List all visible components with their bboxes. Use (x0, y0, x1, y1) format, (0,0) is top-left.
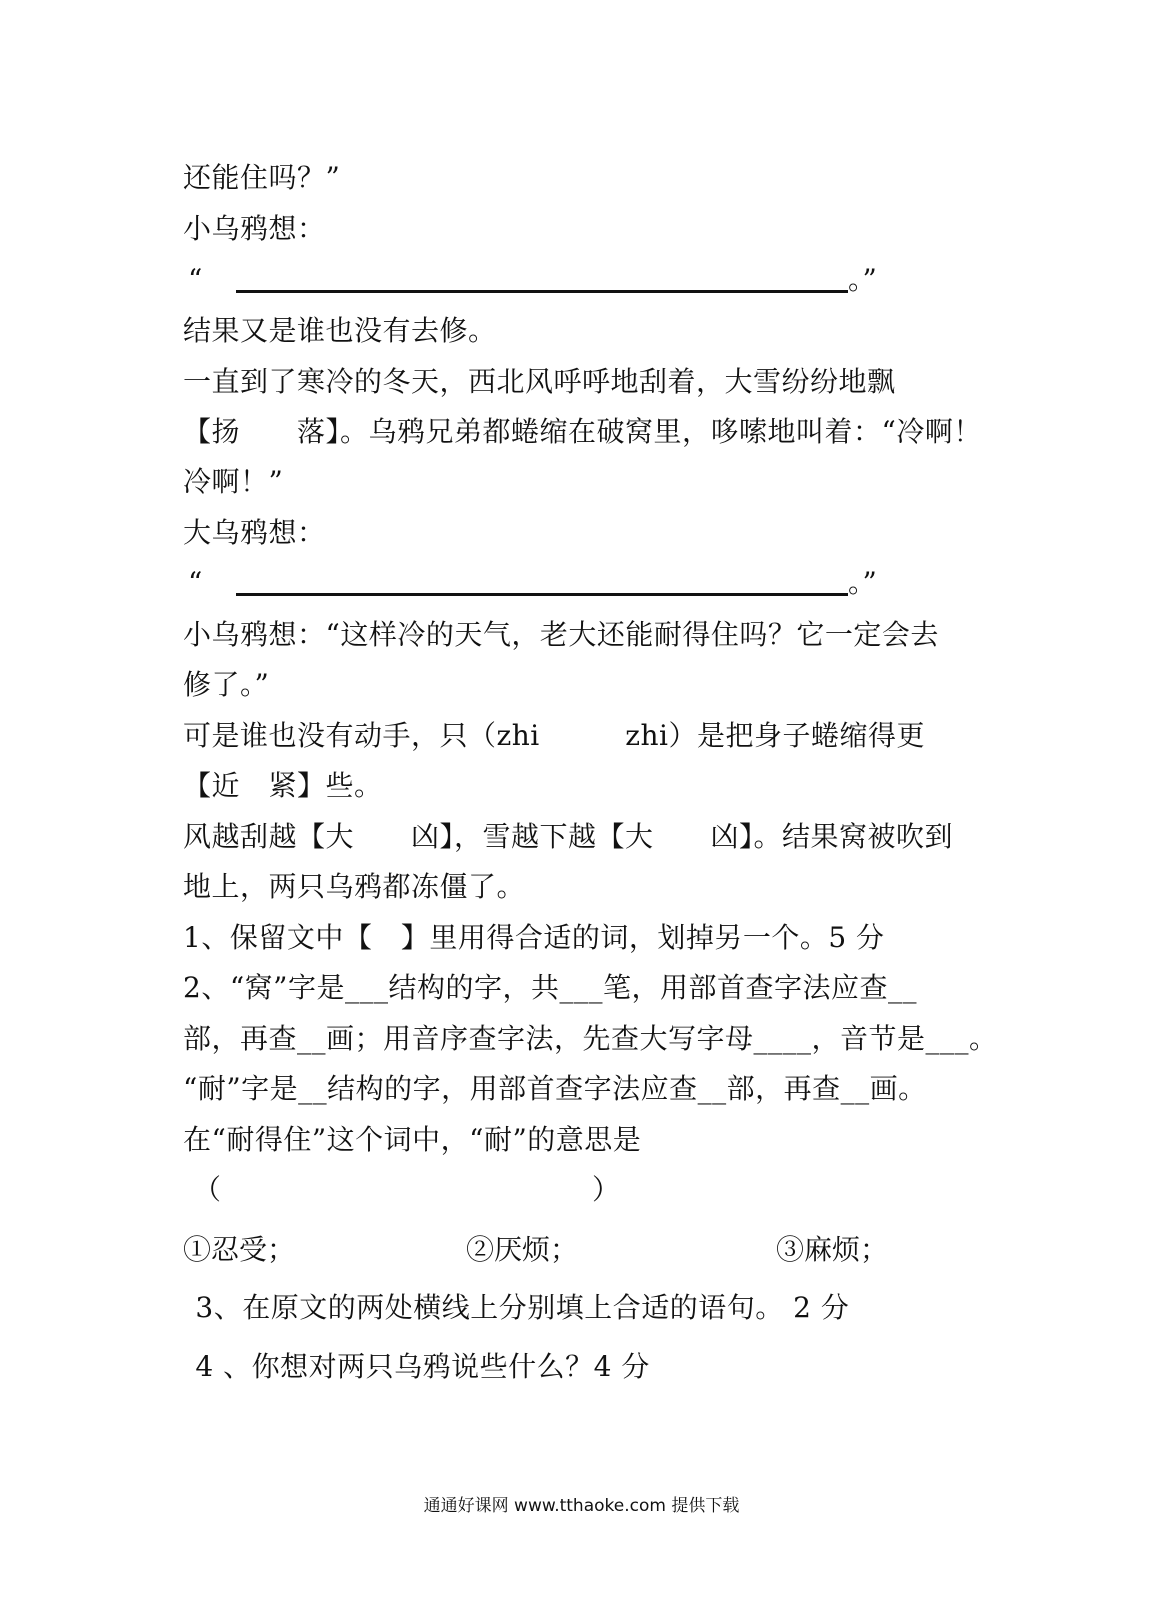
quote-close: 。” (848, 263, 878, 296)
option-2: ②厌烦； (466, 1233, 579, 1266)
quote-close: 。” (848, 566, 878, 599)
passage-line: 结果又是谁也没有去修。 (183, 314, 497, 347)
passage-line: 修了。” (183, 668, 270, 701)
option-1: ①忍受； (183, 1233, 296, 1266)
passage-line: 小乌鸦想：“这样冷的天气，老大还能耐得住吗？它一定会去 (183, 618, 939, 651)
question-2-cont: 在“耐得住”这个词中，“耐”的意思是 (183, 1123, 642, 1156)
question-3: 3、在原文的两处横线上分别填上合适的语句。 2 分 (186, 1291, 850, 1324)
answer-blank-line[interactable] (236, 593, 848, 596)
answer-parentheses[interactable]: （ ） (193, 1173, 621, 1206)
passage-line: 冷啊！” (183, 465, 284, 498)
quote-open: “ (188, 566, 203, 599)
passage-line: 小乌鸦想： (183, 212, 326, 245)
question-1: 1、保留文中【 】里用得合适的词，划掉另一个。5 分 (183, 921, 885, 954)
quote-open: “ (188, 263, 203, 296)
passage-line: 风越刮越【大 凶】，雪越下越【大 凶】。结果窝被吹到 (183, 820, 954, 853)
footer-source: 通通好课网 www.tthaoke.com 提供下载 (423, 1496, 740, 1516)
passage-line: 一直到了寒冷的冬天，西北风呼呼地刮着，大雪纷纷地飘 (183, 365, 896, 398)
passage-line: 还能住吗？” (183, 161, 341, 194)
question-2: 2、“窝”字是___结构的字，共___笔，用部首查字法应查__ (183, 971, 917, 1004)
passage-line: 可是谁也没有动手，只（zhi zhi）是把身子蜷缩得更 (183, 719, 925, 752)
option-3: ③麻烦； (776, 1233, 889, 1266)
passage-line: 地上，两只乌鸦都冻僵了。 (183, 870, 526, 903)
question-2-cont: 部，再查__画；用音序查字法，先查大写字母____，音节是___。 (183, 1022, 998, 1055)
passage-line: 【扬 落】。乌鸦兄弟都蜷缩在破窝里，哆嗦地叫着：“冷啊！ (183, 415, 982, 448)
answer-blank-line[interactable] (236, 290, 848, 293)
passage-line: 【近 紧】些。 (183, 769, 383, 802)
question-2-cont: “耐”字是__结构的字，用部首查字法应查__部，再查__画。 (183, 1072, 927, 1105)
passage-line: 大乌鸦想： (183, 516, 326, 549)
question-4: 4 、你想对两只乌鸦说些什么？4 分 (186, 1350, 650, 1383)
